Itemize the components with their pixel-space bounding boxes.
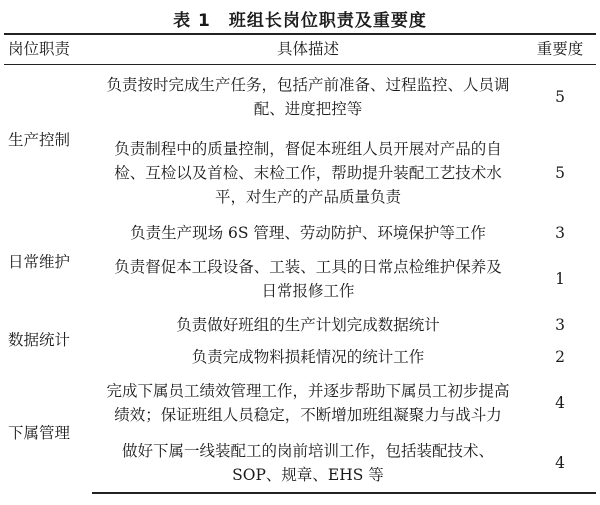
importance-cell: 2 (555, 347, 565, 366)
description-cell (92, 216, 524, 250)
header-row (4, 34, 596, 64)
table-title: 班组长岗位职责及重要度 (228, 11, 427, 31)
description-line: 负责按时完成生产任务，包括产前准备、过程监控、人员调 (106, 76, 510, 95)
importance-cell: 3 (555, 224, 565, 242)
description-line: 负责督促本工段设备、工装、工具的日常点检维护保养及 (114, 258, 502, 276)
description-line: 日常报修工作 (261, 282, 355, 300)
table-row (4, 308, 596, 341)
table-row (4, 341, 596, 372)
duty-cell: 数据统计 (8, 331, 71, 349)
description-line: 完成下属员工绩效管理工作，并逐步帮助下属员工初步提高 (106, 381, 510, 400)
description-line: 检、互检以及首检、末检工作，帮助提升装配工艺技术水 (114, 164, 502, 182)
importance-cell: 4 (555, 393, 565, 412)
description-cell (92, 433, 524, 493)
description-line: 做好下属一线装配工的岗前培训工作，包括装配技术、 (121, 441, 494, 460)
duty-cell: 日常维护 (8, 253, 71, 271)
description-line: 平，对生产的产品质量负责 (214, 188, 401, 206)
description-cell (92, 341, 524, 372)
table-row (4, 130, 596, 216)
importance-cell: 1 (555, 270, 565, 288)
table-row (4, 433, 596, 493)
description-line: 配、进度把控等 (253, 100, 363, 119)
table-caption (0, 6, 600, 31)
table-row (4, 216, 596, 250)
description-cell (92, 64, 524, 130)
duties-table (4, 33, 596, 494)
header-duty: 岗位职责 (4, 34, 92, 64)
description-cell (92, 308, 524, 341)
importance-cell: 5 (555, 88, 565, 107)
description-line: 负责做好班组的生产计划完成数据统计 (176, 315, 440, 334)
importance-cell: 4 (524, 433, 596, 493)
table-number: 表 1 (173, 11, 211, 31)
importance-cell: 3 (555, 315, 565, 334)
description-cell (92, 372, 524, 433)
description-line: 负责完成物料损耗情况的统计工作 (191, 347, 425, 366)
description-line: 负责制程中的质量控制，督促本班组人员开展对产品的自 (114, 140, 502, 158)
duty-cell: 生产控制 (8, 131, 71, 150)
description-line: 绩效；保证班组人员稳定，不断增加班组凝聚力与战斗力 (114, 405, 502, 424)
duty-cell: 下属管理 (8, 423, 71, 442)
table-row (4, 250, 596, 308)
header-description: 具体描述 (92, 34, 524, 64)
header-importance: 重要度 (524, 34, 596, 64)
table-row (4, 64, 596, 130)
table-row (4, 372, 596, 433)
description-line: 负责生产现场 6S 管理、劳动防护、环境保护等工作 (130, 224, 486, 242)
description-line: SOP、规章、EHS 等 (232, 465, 384, 484)
importance-cell: 5 (555, 164, 565, 182)
description-cell (92, 250, 524, 308)
description-cell (92, 130, 524, 216)
